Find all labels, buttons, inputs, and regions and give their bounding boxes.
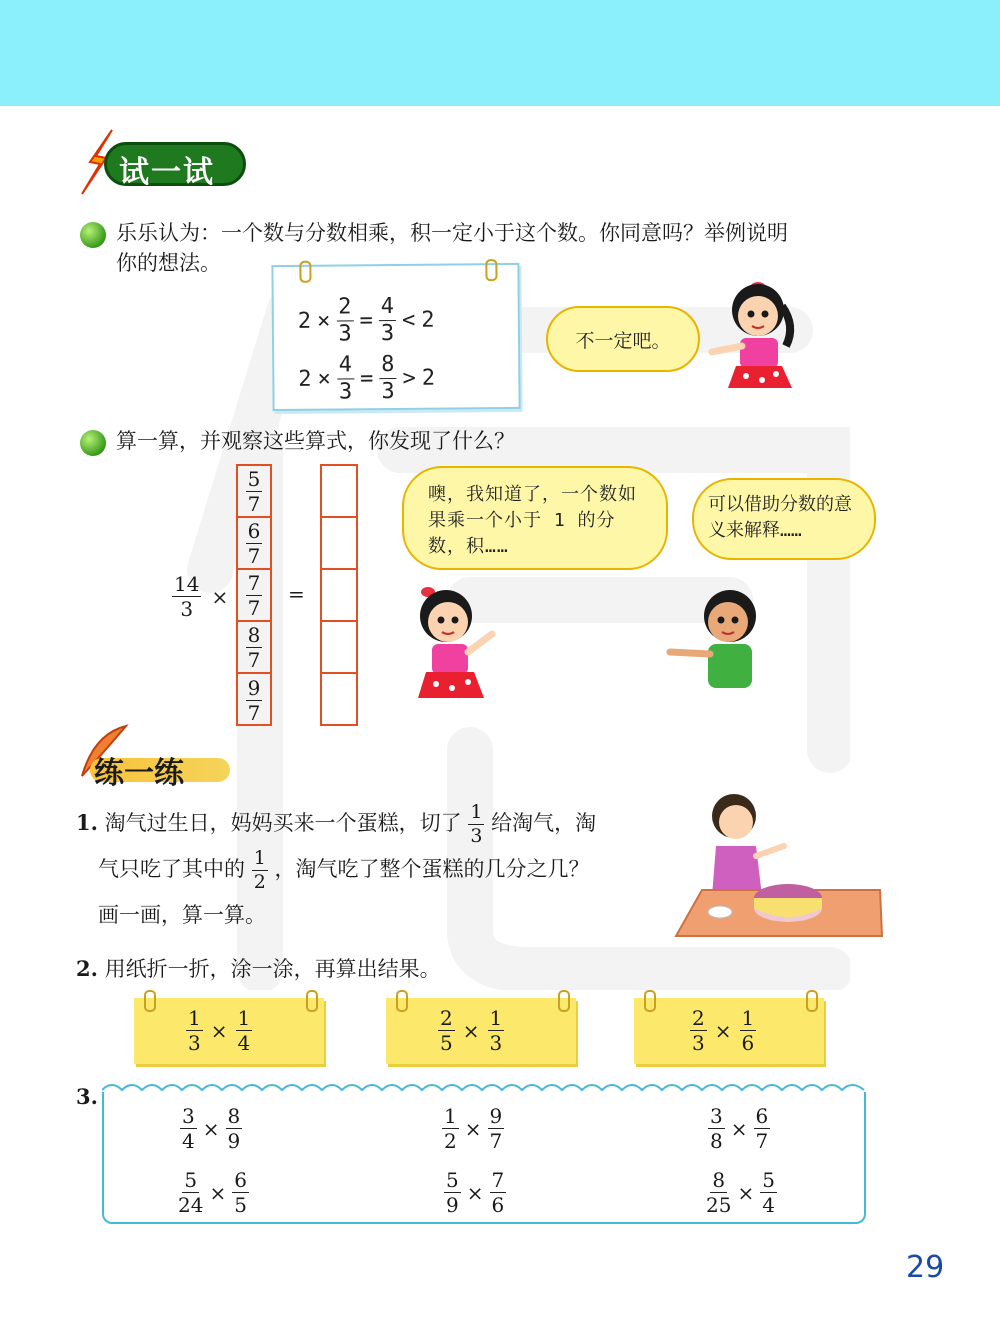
card-expression: $\frac{1}{3}$ × $\frac{1}{4}$ xyxy=(188,1006,251,1055)
answer-box[interactable] xyxy=(322,518,356,570)
speech-bubble-boy xyxy=(692,478,876,560)
exercise-1-line3: 画一画，算一算。 xyxy=(98,903,266,927)
note-number: 2 xyxy=(421,307,435,333)
top-color-band xyxy=(0,0,1000,106)
fraction-cell: $\frac{8}{7}$ xyxy=(238,622,270,674)
paper-clip-icon xyxy=(306,990,318,1012)
exercise-text: 给淘气，淘 xyxy=(491,811,597,835)
green-bullet-icon xyxy=(80,430,106,456)
fraction-cell: $\frac{6}{7}$ xyxy=(238,518,270,570)
times-sign: × xyxy=(211,584,229,609)
paper-clip-icon xyxy=(299,261,311,283)
answer-box[interactable] xyxy=(322,674,356,726)
note-equals: = xyxy=(359,308,373,334)
scalloped-edge xyxy=(102,1082,866,1098)
mother-cake-illustration xyxy=(672,786,886,940)
exercise-2 xyxy=(76,954,441,984)
exercise-3-item: $\frac{1}{2}$ × $\frac{9}{7}$ xyxy=(444,1104,503,1153)
section-title-try: 试一试 xyxy=(119,155,215,190)
equals-sign: = xyxy=(288,582,305,606)
note-fraction: $\frac{8}{3}$ xyxy=(381,352,395,405)
section-badge-practice xyxy=(74,722,244,792)
card-expression: $\frac{2}{3}$ × $\frac{1}{6}$ xyxy=(692,1006,755,1055)
multiplication-lhs xyxy=(172,574,228,619)
note-line-2 xyxy=(298,354,435,404)
exercise-text: 气只吃了其中的 xyxy=(98,857,245,881)
paper-clip-icon xyxy=(806,990,818,1012)
section-badge-pill xyxy=(104,142,246,190)
question-1-line2: 你的想法。 xyxy=(116,251,221,275)
answer-box[interactable] xyxy=(322,466,356,518)
note-fraction: $\frac{2}{3}$ xyxy=(338,294,352,347)
note-compare: < xyxy=(401,307,416,333)
note-operator: × xyxy=(317,366,331,392)
fold-card xyxy=(386,998,576,1064)
note-number: 2 xyxy=(421,365,436,391)
note-compare: > xyxy=(402,365,416,391)
note-fraction: $\frac{4}{3}$ xyxy=(380,294,395,347)
paper-clip-icon xyxy=(558,990,570,1012)
fraction-cell: $\frac{5}{7}$ xyxy=(238,466,270,518)
exercise-3-item: $\frac{3}{8}$ × $\frac{6}{7}$ xyxy=(710,1104,769,1153)
note-fraction: $\frac{4}{3}$ xyxy=(338,352,353,405)
girl-illustration xyxy=(398,580,508,706)
paper-clip-icon xyxy=(644,990,656,1012)
speech-bubble-text: 噢，我知道了，一个数如果乘一个小于 1 的分数，积…… xyxy=(428,484,637,557)
exercise-1-line2 xyxy=(76,846,676,892)
paper-clip-icon xyxy=(144,990,156,1012)
exercise-3-frame xyxy=(102,1092,866,1224)
fraction-cell: $\frac{9}{7}$ xyxy=(247,675,261,725)
exercise-1-line1 xyxy=(76,800,676,846)
fraction-cell: $\frac{7}{7}$ xyxy=(238,570,270,622)
paper-clip-icon xyxy=(485,259,497,281)
question-2-text: 算一算，并观察这些算式，你发现了什么？ xyxy=(116,429,515,453)
pinned-note xyxy=(271,263,520,411)
exercise-text: ，淘气吃了整个蛋糕的几分之几？ xyxy=(274,857,590,881)
exercise-3-item: $\frac{3}{4}$ × $\frac{8}{9}$ xyxy=(182,1104,241,1153)
exercise-3-item: $\frac{5}{24}$ × $\frac{6}{5}$ xyxy=(178,1168,247,1217)
speech-bubble-girl-1 xyxy=(546,306,700,372)
exercise-text: 用纸折一折，涂一涂，再算出结果。 xyxy=(104,957,441,981)
exercise-1 xyxy=(76,800,676,938)
girl-illustration xyxy=(700,266,810,396)
note-number: 2 xyxy=(297,308,312,334)
exercise-fraction: $\frac{1}{2}$ xyxy=(253,847,266,893)
exercise-text: 淘气过生日，妈妈买来一个蛋糕，切了 xyxy=(104,811,462,835)
section-title-practice: 练一练 xyxy=(94,756,184,791)
answer-box[interactable] xyxy=(322,622,356,674)
boy-illustration xyxy=(664,582,774,694)
answer-column xyxy=(320,464,358,726)
exercise-3-number: 3. xyxy=(76,1084,98,1109)
exercise-3-item: $\frac{5}{9}$ × $\frac{7}{6}$ xyxy=(446,1168,505,1217)
speech-bubble-girl-2 xyxy=(402,466,668,570)
fold-card xyxy=(634,998,824,1064)
note-operator: × xyxy=(316,308,331,334)
note-equals: = xyxy=(360,366,374,392)
exercise-number: 1. xyxy=(76,810,98,835)
note-number: 2 xyxy=(298,366,312,392)
card-expression: $\frac{2}{5}$ × $\frac{1}{3}$ xyxy=(440,1006,503,1055)
speech-bubble-text: 可以借助分数的意义来解释…… xyxy=(708,494,852,541)
section-badge-try xyxy=(78,128,248,198)
page-number: 29 xyxy=(906,1250,945,1285)
lhs-fraction: $\frac{14}{3}$ xyxy=(174,572,200,621)
answer-box[interactable] xyxy=(322,570,356,622)
question-1-line1: 乐乐认为：一个数与分数相乘，积一定小于这个数。你同意吗？举例说明 xyxy=(116,221,788,245)
fold-card xyxy=(134,998,324,1064)
exercise-3-item: $\frac{8}{25}$ × $\frac{5}{4}$ xyxy=(706,1168,775,1217)
exercise-fraction: $\frac{1}{3}$ xyxy=(470,801,483,847)
note-line-1 xyxy=(298,296,435,346)
green-bullet-icon xyxy=(80,222,106,248)
exercise-number: 2. xyxy=(76,956,98,981)
speech-bubble-text: 不一定吧。 xyxy=(575,329,671,352)
fraction-column xyxy=(236,464,272,726)
paper-clip-icon xyxy=(396,990,408,1012)
